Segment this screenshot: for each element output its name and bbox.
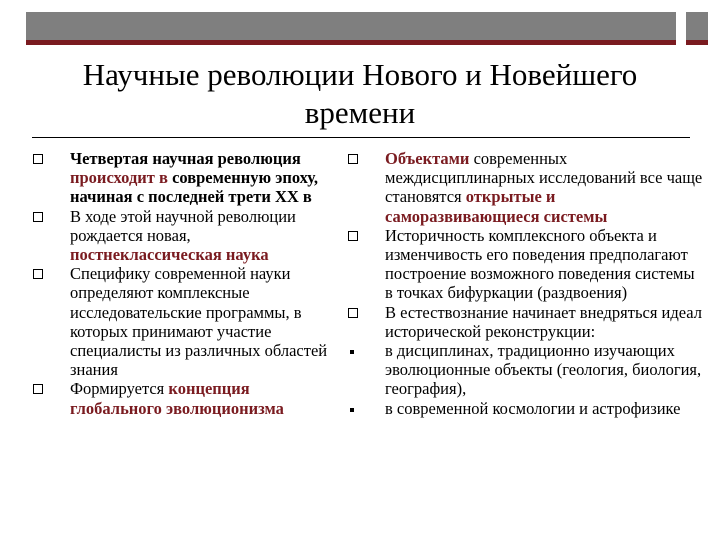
item-text: Формируется — [70, 379, 169, 399]
item-highlight: происходит в — [70, 168, 168, 188]
list-item — [30, 379, 335, 417]
list-item — [30, 264, 335, 379]
item-text: в дисциплинах, традиционно изучающих эволюционные объекты (геология, биология, география), — [385, 341, 702, 399]
item-text: современную эпоху, начиная с последней трети XX в — [70, 168, 319, 207]
left-column — [30, 149, 335, 418]
header-corner-block — [686, 12, 708, 45]
item-text: В ходе этой научной революции рождается новая, — [70, 206, 296, 245]
item-text: Четвертая научная революция — [70, 149, 301, 168]
list-item — [30, 149, 335, 207]
square-bullet-icon — [33, 384, 43, 394]
square-bullet-icon — [33, 269, 43, 279]
right-column — [345, 149, 705, 418]
sub-list-item — [345, 341, 705, 399]
small-bullet-icon — [350, 408, 354, 412]
header-bar — [26, 12, 676, 45]
list-item — [345, 149, 705, 226]
list-item — [345, 226, 705, 303]
title-divider — [32, 137, 690, 138]
list-item — [30, 207, 335, 265]
item-text: В естествознание начинает внедряться идеал исторической реконструкции: — [385, 302, 702, 341]
square-bullet-icon — [33, 212, 43, 222]
item-text: в современной космологии и астрофизике — [385, 398, 681, 418]
item-highlight: концепция глобального эволюционизма — [70, 379, 284, 418]
list-item — [345, 303, 705, 341]
square-bullet-icon — [348, 154, 358, 164]
item-highlight: открытые и саморазвивающиеся системы — [385, 187, 608, 226]
slide-title — [40, 56, 680, 132]
small-bullet-icon — [350, 350, 354, 354]
item-text: Специфику современной науки определяют комплексные исследовательские программы, в которых принимают участие специалисты из различных областей знания — [70, 264, 328, 380]
square-bullet-icon — [348, 231, 358, 241]
square-bullet-icon — [348, 308, 358, 318]
item-text: Историчность комплексного объекта и изменчивость его поведения предполагают построение возможного поведения системы в точках бифуркации (раздвоения) — [385, 225, 695, 303]
item-highlight: Объектами — [385, 149, 470, 168]
title-line-1: Научные революции Нового и Новейшего — [82, 57, 638, 92]
item-text: современных междисциплинарных исследований все чаще становятся — [385, 149, 703, 207]
sub-list-item — [345, 399, 705, 418]
title-line-2: времени — [304, 95, 416, 130]
item-highlight: постнеклассическая наука — [70, 245, 269, 265]
square-bullet-icon — [33, 154, 43, 164]
